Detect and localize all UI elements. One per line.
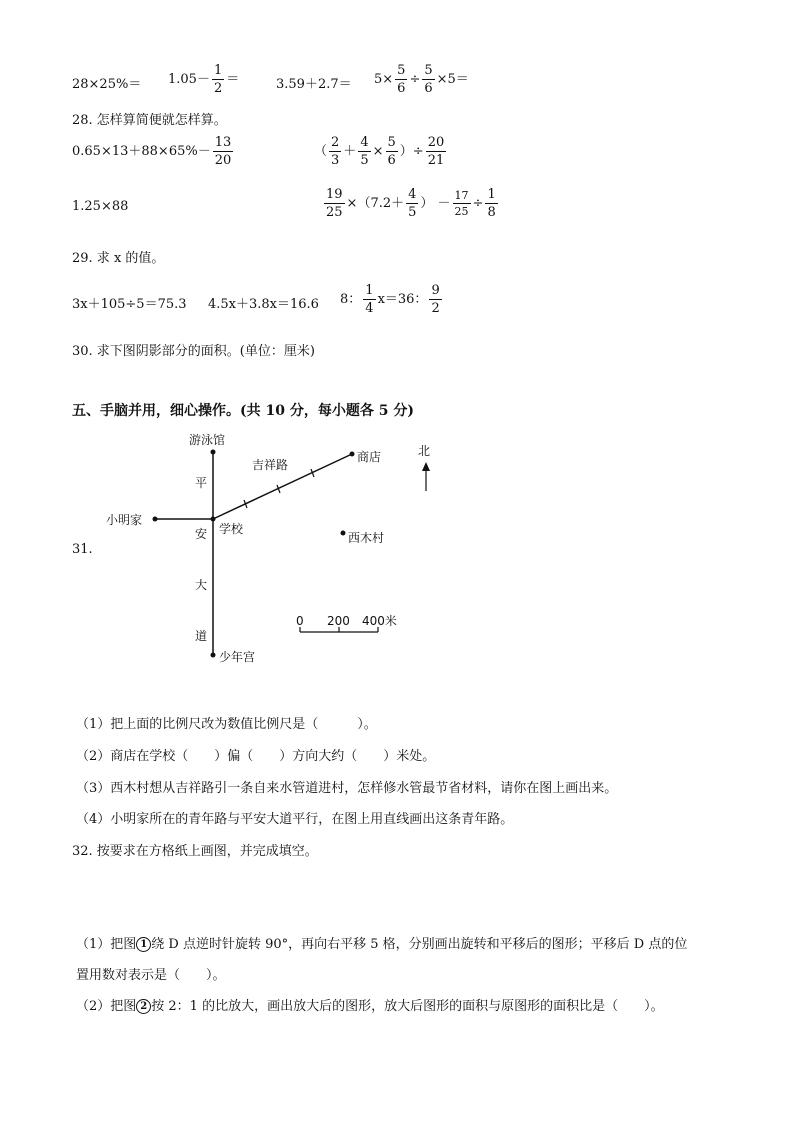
calc-expression-3: 3.59＋2.7＝ (276, 77, 352, 92)
q32-sub-1: （1）把图 1 绕 D 点逆时针旋转 90°，再向右平移 5 格，分别画出旋转和平移后的图形；平移后 D 点的位 (76, 937, 688, 952)
label-shop: 商店 (357, 450, 382, 464)
label-village: 西木村 (348, 531, 385, 545)
youth-palace-point (211, 653, 216, 658)
q29-equation-3: 8： $\frac{1}{4}$ x＝36： $\frac{9}{2}$ (340, 283, 440, 316)
label-avenue-char-1: 平 (195, 476, 208, 490)
q32-sub-2: （2）把图 2 按 2：1 的比放大，画出放大后的图形，放大后图形的面积与原图形的面积比是（ ）。 (76, 999, 664, 1014)
scale-label-200: 200 (327, 614, 350, 628)
shop-point (350, 452, 355, 457)
q31-sub-2: （2）商店在学校（ ）偏（ ）方向大约（ ）米处。 (76, 749, 436, 764)
village-point (341, 531, 346, 536)
q30-title: 30. 求下图阴影部分的面积。(单位：厘米) (72, 344, 315, 359)
q28-expression-3: 1.25×88 (72, 199, 129, 214)
north-arrowhead-icon (422, 462, 430, 471)
q31-number: 31. (72, 542, 93, 557)
label-jixiang-road: 吉祥路 (252, 458, 289, 472)
scale-label-400: 400米 (362, 614, 397, 628)
q32-sub-1-cont: 置用数对表示是（ ）。 (76, 968, 226, 983)
q32-title: 32. 按要求在方格纸上画图，并完成填空。 (72, 844, 318, 859)
calc-expression-4: 5× $\frac{5}{6}$ ÷ $\frac{5}{6}$ ×5＝ (374, 63, 469, 96)
q28-title: 28. 怎样算简便就怎样算。 (72, 113, 227, 128)
pool-point (211, 450, 216, 455)
label-school: 学校 (219, 522, 244, 536)
q31-sub-4: （4）小明家所在的青年路与平安大道平行，在图上用直线画出这条青年路。 (76, 812, 514, 827)
q28-expression-1: 0.65×13＋88×65%－ $\frac{13}{20}$ (72, 135, 232, 168)
label-north: 北 (418, 444, 431, 458)
scale-label-0: 0 (296, 614, 304, 628)
q28-expression-2: （ $\frac{2}{3}$ ＋ $\frac{4}{5}$ × $\frac{5}{6}$ ）÷ $\frac{20}{21}$ (314, 135, 445, 168)
q29-equation-2: 4.5x＋3.8x＝16.6 (208, 297, 319, 312)
label-avenue-char-4: 道 (195, 629, 208, 643)
label-avenue-char-3: 大 (195, 578, 208, 592)
q31-sub-1: （1）把上面的比例尺改为数值比例尺是（ ）。 (76, 717, 377, 732)
calc-expression-2: 1.05－ $\frac{1}{2}$ ＝ (168, 63, 240, 96)
circled-number-2: 2 (136, 999, 151, 1014)
home-point (153, 517, 158, 522)
q29-title: 29. 求 x 的值。 (72, 251, 165, 266)
calc-expression-1: 28×25%＝ (72, 77, 142, 92)
circled-number-1: 1 (136, 937, 151, 952)
label-youth-palace: 少年宫 (219, 650, 256, 664)
q29-equation-1: 3x＋105÷5＝75.3 (72, 297, 187, 312)
label-pool: 游泳馆 (189, 433, 226, 447)
label-home: 小明家 (106, 513, 143, 527)
label-avenue-char-2: 安 (195, 527, 208, 541)
school-point (211, 517, 216, 522)
q28-expression-4: $\frac{19}{25}$ ×（7.2＋ $\frac{4}{5}$ ） － $\frac{17}{25}$ ÷ $\frac{1}{8}$ (326, 187, 496, 220)
section-5-heading: 五、手脑并用，细心操作。(共 10 分，每小题各 5 分) (72, 403, 414, 419)
q31-sub-3: （3）西木村想从吉祥路引一条自来水管道进村，怎样修水管最节省材料，请你在图上画出来。 (76, 781, 618, 796)
